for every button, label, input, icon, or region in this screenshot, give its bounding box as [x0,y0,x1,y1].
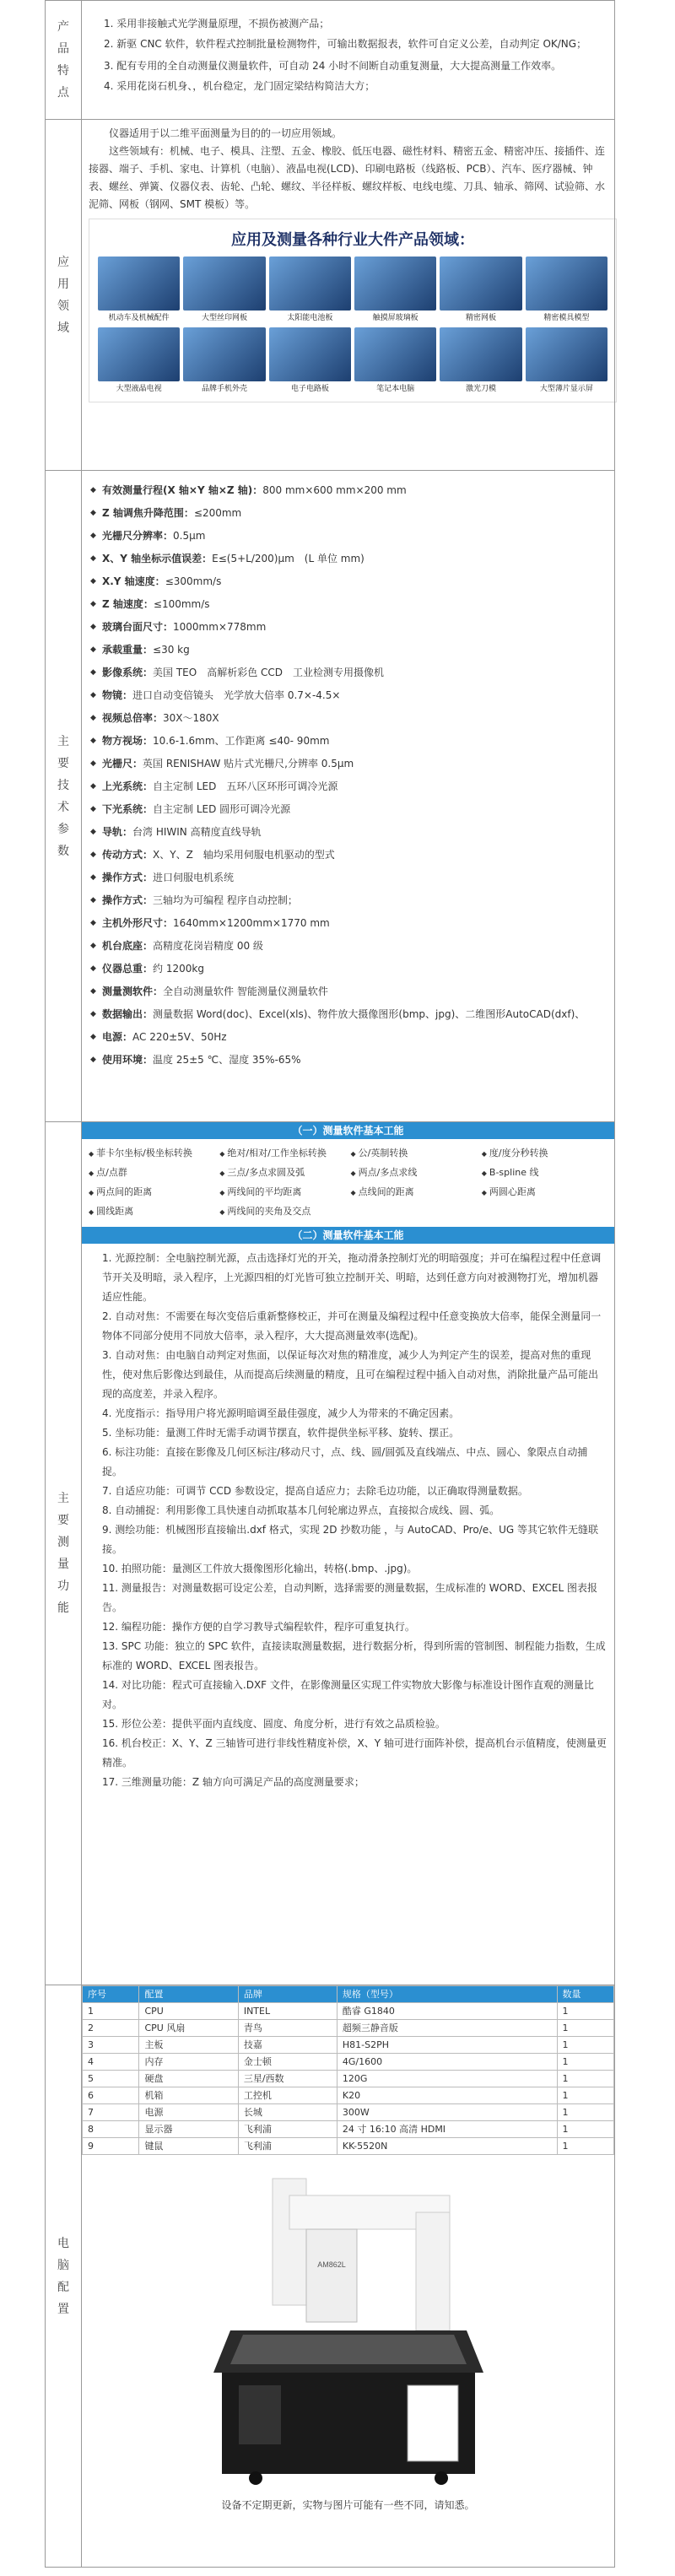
spec-key: 物镜： [102,689,133,701]
table-row [83,2003,614,2020]
software-function: ◆ 两线间的夹角及交点 [219,1202,345,1222]
application-tile-caption: 太阳能电池板 [287,314,333,322]
spec-key: 数据输出： [102,1008,154,1020]
software-feature-item: 3. 自动对焦：由电脑自动判定对焦面，以保证每次对焦的精准度，减少人为判定产生的误差，提高对焦的重现性，使对焦后影像达到最佳，从而提高后续测量的精度，且可在编程过程中插入自动对焦，消除批量产品可能出现的高度差，并录入程序。 [102,1349,599,1400]
spec-item [90,867,606,889]
spec-value: X、Y、Z 轴均采用伺服电机驱动的型式 [153,849,335,861]
spec-value: 全自动测量软件 智能测量仪测量软件 [163,986,328,997]
application-tile-caption: 激光刀模 [465,385,496,393]
spec-item [90,935,606,958]
pc-label: 电脑配置 [46,1985,82,2568]
table-cell: 1 [83,2003,139,2020]
table-cell: INTEL [238,2003,337,2020]
feature-item: 3. 配有专用的全自动测量仪测量软件，可自动 24 小时不间断自动重复测量，大大提高测量工作效率。 [104,60,562,72]
pc-column-header: 序号 [83,1986,139,2003]
spec-list [90,479,606,1072]
application-tile [526,327,608,393]
table-cell: KK-5520N [337,2138,557,2155]
specs-content [82,471,615,1122]
spec-key: 上光系统： [102,780,154,792]
application-tile-caption: 品牌手机外壳 [201,385,247,393]
features-label: 产品特点 [46,1,82,120]
application-tile-caption: 大型丝印网板 [201,314,247,322]
spec-value: 自主定制 LED 五环八区环形可调冷光源 [153,780,338,792]
pc-table-header [83,1986,614,2003]
application-tile-caption: 电子电路板 [290,385,329,393]
table-cell: 酷睿 G1840 [337,2003,557,2020]
software-function: ◆ 点/点群 [89,1164,214,1183]
spec-key: 物方视场： [102,735,154,747]
spec-item [90,980,606,1003]
spec-key: 机台底座： [102,940,154,952]
application-tile [183,257,265,322]
software-feature-item: 14. 对比功能：程式可直接输入.DXF 文件，在影像测量区实现工件实物放大影像与标准设计图作直观的测量比对。 [102,1679,594,1710]
application-tile [98,327,180,393]
spec-value: 三轴均为可编程 程序自动控制； [153,894,298,906]
software-feature-item: 4. 光度指示：指导用户将光源明暗调至最佳强度，减少人为带来的不确定因素。 [102,1407,460,1419]
table-cell: 1 [557,2020,614,2037]
measuring-machine-image [205,2162,492,2491]
spec-item [90,958,606,980]
spec-item [90,844,606,867]
software-function: ◆ B-spline 线 [482,1164,608,1183]
table-cell: 电源 [139,2104,238,2121]
application-tile-caption: 机动车及机械配件 [108,314,170,322]
software-function: ◆ 菲卡尔坐标/极坐标转换 [89,1144,214,1164]
feature-item: 4. 采用花岗石机身、，机台稳定，龙门固定梁结构简洁大方； [104,80,375,92]
section-band: （二）测量软件基本工能 [82,1227,614,1244]
software-feature-item: 16. 机台校正：X、Y、Z 三轴皆可进行非线性精度补偿，X、Y 轴可进行面阵补偿，提高机台示值精度，使测量更精准。 [102,1737,607,1769]
software-function: ◆ 公/英制转换 [351,1144,477,1164]
application-tile-caption: 笔记本电脑 [376,385,415,393]
spec-key: 仪器总重： [102,963,154,975]
application-tile-caption: 精密网板 [465,314,496,322]
table-cell: 青鸟 [238,2020,337,2037]
table-cell: 3 [83,2037,139,2054]
spec-key: 电源： [102,1031,133,1043]
pc-column-header: 品牌 [238,1986,337,2003]
spec-value: 高精度花岗岩精度 00 级 [153,940,263,952]
spec-item [90,525,606,548]
software-function: ◆ 两线间的平均距离 [219,1183,345,1202]
spec-item [90,707,606,730]
spec-item [90,684,606,707]
table-cell: 1 [557,2054,614,2071]
software-function: ◆ 两圆心距离 [482,1183,608,1202]
application-label: 应用领域 [46,120,82,471]
spec-value: 进口伺服电机系统 [153,872,235,883]
software-feature-item: 2. 自动对焦：不需要在每次变倍后重新整修校正，并可在测量及编程过程中任意变换放大倍率，能保全测量同一物体不同部分使用不同放大倍率，录入程序，大大提高测量效率(选配)。 [102,1310,602,1342]
spec-value: 美国 TEO 高解析彩色 CCD 工业检测专用摄像机 [153,667,385,678]
application-tile [354,327,436,393]
spec-key: Z 轴调焦升降范围： [102,507,194,519]
table-cell: 显示器 [139,2121,238,2138]
software-function: ◆ 两点/多点求线 [351,1164,477,1183]
spec-item [90,730,606,753]
software-function: ◆ 绝对/相对/工作坐标转换 [219,1144,345,1164]
table-cell: 技嘉 [238,2037,337,2054]
table-cell: 键鼠 [139,2138,238,2155]
application-tile [269,257,351,322]
software-function: ◆ 两点间的距离 [89,1183,214,1202]
spec-key: X、Y 轴坐标示值误差： [102,553,213,564]
software-feature-item: 12. 编程功能：操作方便的自学习教导式编程软件，程序可重复执行。 [102,1621,415,1633]
spec-value: ≤100mm/s [153,598,210,610]
application-tile [183,327,265,393]
software-feature-item: 6. 标注功能：直接在影像及几何区标注/移动尺寸，点、线、圆/圆弧及直线端点、中点、圆心、象限点自动捕捉。 [102,1446,588,1477]
software-function: ◆ 三点/多点求圆及弧 [219,1164,345,1183]
table-cell: 4 [83,2054,139,2071]
spec-item [90,662,606,684]
application-tile [269,327,351,393]
spec-value: 约 1200kg [153,963,204,975]
software-feature-item: 5. 坐标功能：量测工件时无需手动调节摆直，软件提供坐标平移、旋转、摆正。 [102,1427,460,1439]
table-cell: CPU 风扇 [139,2020,238,2037]
table-cell: 8 [83,2121,139,2138]
spec-value: 进口自动变倍镜头 光学放大倍率 0.7×-4.5× [132,689,341,701]
application-tile-caption: 大型液晶电视 [116,385,162,393]
pc-content [82,1985,615,2568]
spec-item [90,502,606,525]
table-row [83,2087,614,2104]
application-tile-caption: 触摸屏玻璃板 [372,314,418,322]
table-cell: 工控机 [238,2087,337,2104]
application-intro: 仪器适用于以二维平面测量为目的的一切应用领域。 [109,127,343,139]
table-row [83,2054,614,2071]
spec-item [90,889,606,912]
spec-value: 温度 25±5 ℃、湿度 35%-65% [153,1054,301,1066]
spec-value: 台湾 HIWIN 高精度直线导轨 [132,826,262,838]
spec-key: 操作方式： [102,894,154,906]
spec-key: 光栅尺： [102,758,143,770]
table-cell: 6 [83,2087,139,2104]
spec-key: 测量测软件： [102,986,164,997]
spec-key: 操作方式： [102,872,154,883]
spec-key: 视频总倍率： [102,712,164,724]
software-function: ◆ 点线间的距离 [351,1183,477,1202]
table-cell: 5 [83,2071,139,2087]
spec-value: ≤300mm/s [165,575,222,587]
table-cell: H81-S2PH [337,2037,557,2054]
pc-config-table [82,1985,614,2155]
spec-value: AC 220±5V、50Hz [132,1031,227,1043]
software-label: 主要测量功能 [46,1122,82,1985]
spec-item [90,639,606,662]
software-feature-item: 7. 自适应功能：可调节 CCD 参数设定，提高自适应力；去除毛边功能，以正确取得测量数据。 [102,1485,528,1497]
software-feature-item: 8. 自动捕捉：利用影像工具快速自动抓取基本几何轮廓边界点，直接拟合成线、圆、弧。 [102,1504,500,1516]
machine-caption: 设备不定期更新，实物与图片可能有一些不同，请知悉。 [221,2499,475,2511]
spec-value: E≤(5+L/200)μm (L 单位 mm) [212,553,364,564]
table-cell: 1 [557,2138,614,2155]
spec-value: 测量数据 Word(doc)、Excel(xls)、物件放大摄像图形(bmp、jpg)、二维图形AutoCAD(dxf)、 [153,1008,586,1020]
spec-item [90,593,606,616]
spec-key: 有效测量行程(X 轴×Y 轴×Z 轴)： [102,484,263,496]
table-cell: 内存 [139,2054,238,2071]
application-tile [354,257,436,322]
pc-column-header: 数量 [557,1986,614,2003]
spec-key: 承载重量： [102,644,154,656]
feature-item: 2. 新驱 CNC 软件，软件程式控制批量检测物件，可输出数据报表，软件可自定义公差，自动判定 OK/NG； [104,38,587,50]
software-feature-item: 17. 三维测量功能：Z 轴方向可满足产品的高度测量要求； [102,1776,364,1788]
spec-value: 0.5μm [173,530,206,542]
table-cell: 7 [83,2104,139,2121]
spec-item [90,1003,606,1026]
table-cell: CPU [139,2003,238,2020]
software-feature-item: 11. 测量报告：对测量数据可设定公差，自动判断，选择需要的测量数据，生成标准的 WORD、EXCEL 图表报告。 [102,1582,597,1613]
table-cell: 1 [557,2003,614,2020]
table-row [83,2138,614,2155]
software-content [82,1122,615,1985]
spec-item [90,798,606,821]
pc-table-body [83,2003,614,2155]
spec-value: 1640mm×1200mm×1770 mm [173,917,330,929]
spec-key: 光栅尺分辨率： [102,530,174,542]
spec-key: 导轨： [102,826,133,838]
application-tile-caption: 精密模具模型 [543,314,590,322]
specs-label: 主要技术参数 [46,471,82,1122]
spec-key: 使用环境： [102,1054,154,1066]
software-feature-list [89,1244,608,1792]
spec-item [90,479,606,502]
spec-table [45,0,615,2568]
table-cell: 飞利浦 [238,2121,337,2138]
spec-item [90,616,606,639]
spec-key: 主机外形尺寸： [102,917,174,929]
spec-item [90,753,606,775]
table-row [83,2037,614,2054]
table-cell: 1 [557,2037,614,2054]
table-cell: 1 [557,2071,614,2087]
table-cell: 三星/西数 [238,2071,337,2087]
spec-item [90,1049,606,1072]
software-function: ◆ 圆线距离 [89,1202,214,1222]
spec-key: 玻璃台面尺寸： [102,621,174,633]
spec-item [90,570,606,593]
spec-item [90,775,606,798]
spec-value: ≤200mm [193,507,242,519]
software-feature-item: 13. SPC 功能：独立的 SPC 软件，直接读取测量数据，进行数据分析，得到所需的管制图、制程能力指数，生成标准的 WORD、EXCEL 图表报告。 [102,1640,606,1671]
software-function: ◆ 度/度分秒转换 [482,1144,608,1164]
application-tile-grid [94,253,611,397]
table-cell: 主板 [139,2037,238,2054]
spec-key: 传动方式： [102,849,154,861]
spec-value: 1000mm×778mm [173,621,267,633]
application-tile [440,257,521,322]
machine-figure [82,2162,614,2514]
table-cell: 4G/1600 [337,2054,557,2071]
application-tile [440,327,521,393]
application-fields: 这些领域有：机械、电子、模具、注塑、五金、橡胶、低压电器、磁性材料、精密五金、精密冲压、接插件、连接器、端子、手机、家电、计算机（电脑）、液晶电视(LCD)、印刷电路板（线路板、PCB）、汽车、医疗器械、钟表、螺丝、弹簧、仪器仪表、齿轮、凸轮、螺纹、半径样板、螺纹样板、电线电缆、刀具、轴承、筛网、试验筛、水泥筛、网板（钢网、SMT 模板）等。 [89,145,606,210]
table-cell: 长城 [238,2104,337,2121]
table-row [83,2104,614,2121]
spec-item [90,912,606,935]
spec-value: 英国 RENISHAW 贴片式光栅尺,分辨率 0.5μm [143,758,354,770]
table-cell: K20 [337,2087,557,2104]
software-feature-item: 1. 光源控制：全电脑控制光源，点击选择灯光的开关，拖动滑条控制灯光的明暗强度；并可在编程过程中任意调节开关及明暗，录入程序，上光源四相的灯光皆可独立控制开关、明暗，达到任意方向对被测物打光，增加机器适应性能。 [102,1252,602,1303]
spec-value: 800 mm×600 mm×200 mm [262,484,407,496]
spec-item [90,821,606,844]
spec-key: 下光系统： [102,803,154,815]
table-row [83,2020,614,2037]
table-cell: 飞利浦 [238,2138,337,2155]
section-band: （一）测量软件基本工能 [82,1122,614,1139]
spec-value: 30X～180X [163,712,219,724]
software-feature-item: 9. 测绘功能：机械图形直接输出.dxf 格式，实现 2D 抄数功能 ，与 AutoCAD、Pro/e、UG 等其它软件无缝联接。 [102,1524,599,1555]
pc-column-header: 规格（型号） [337,1986,557,2003]
spec-key: 影像系统： [102,667,154,678]
application-banner [89,219,617,402]
spec-key: X.Y 轴速度： [102,575,165,587]
machine-model-label: AM862L [316,2260,346,2269]
table-cell: 机箱 [139,2087,238,2104]
application-tile [526,257,608,322]
spec-value: 自主定制 LED 圆形可调冷光源 [153,803,291,815]
spec-value: ≤30 kg [153,644,190,656]
spec-key: Z 轴速度： [102,598,154,610]
software-feature-item: 15. 形位公差：提供平面内直线度、圆度、角度分析，进行有效之品质检验。 [102,1718,446,1730]
software-function-grid [89,1139,608,1227]
spec-value: 10.6-1.6mm、工作距离 ≤40- 90mm [153,735,330,747]
spec-item [90,548,606,570]
table-cell: 金士顿 [238,2054,337,2071]
pc-column-header: 配置 [139,1986,238,2003]
features-content [82,1,615,120]
software-feature-item: 10. 拍照功能：量测区工件放大摄像图形化输出，转格(.bmp、.jpg)。 [102,1563,418,1574]
spec-item [90,1026,606,1049]
table-row [83,2121,614,2138]
table-cell: 1 [557,2087,614,2104]
table-cell: 24 寸 16:10 高清 HDMI [337,2121,557,2138]
table-cell: 1 [557,2104,614,2121]
table-cell: 300W [337,2104,557,2121]
application-tile [98,257,180,322]
application-content [82,120,615,471]
table-row [83,2071,614,2087]
table-cell: 9 [83,2138,139,2155]
table-cell: 2 [83,2020,139,2037]
table-cell: 120G [337,2071,557,2087]
banner-title: 应用及测量各种行业大件产品领域： [231,231,474,249]
table-cell: 1 [557,2121,614,2138]
feature-item: 1. 采用非接触式光学测量原理，不损伤被测产品； [104,18,330,30]
table-cell: 硬盘 [139,2071,238,2087]
table-cell: 超频三静音版 [337,2020,557,2037]
application-tile-caption: 大型薄片显示屏 [539,385,593,393]
